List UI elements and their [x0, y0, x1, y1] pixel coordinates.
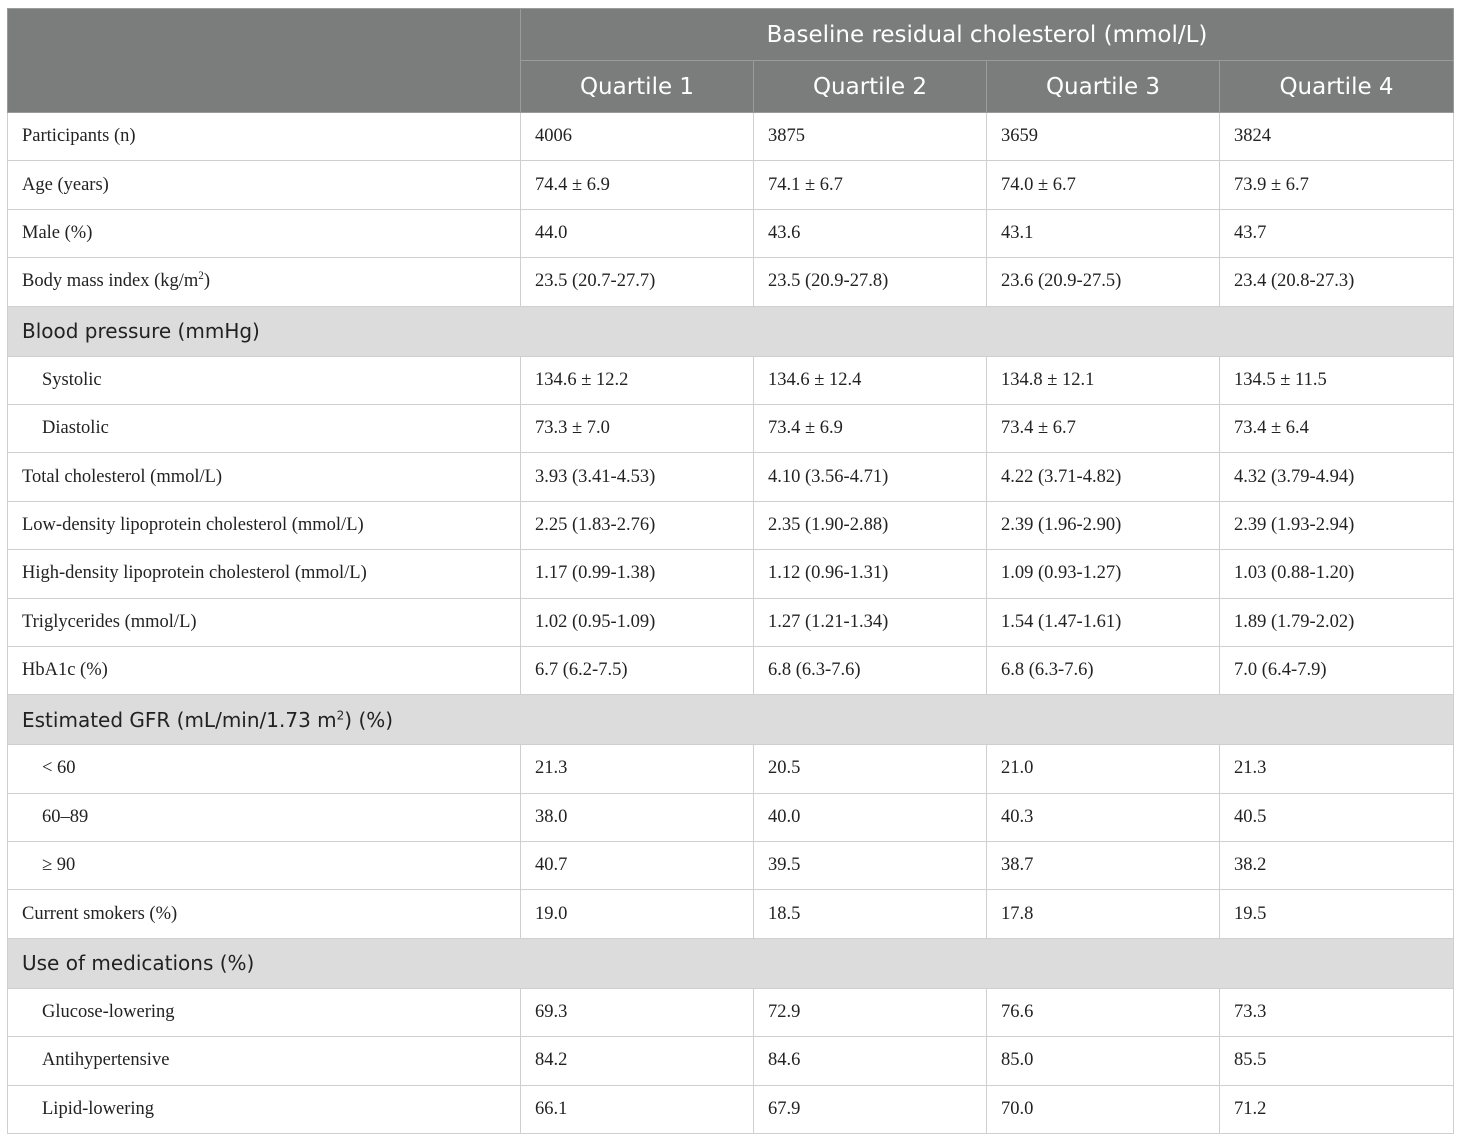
- cell-value: 40.7: [521, 842, 754, 890]
- table-row: [8, 793, 1454, 841]
- header-row-group: [8, 9, 1454, 61]
- gfr-label-main: Estimated GFR (mL/min/1.73 m: [22, 707, 337, 732]
- cell-value: 84.6: [754, 1037, 987, 1085]
- cell-value: 1.89 (1.79-2.02): [1220, 598, 1454, 646]
- cell-value: 40.0: [754, 793, 987, 841]
- header-quartile-1: Quartile 1: [521, 61, 754, 113]
- row-label-gfr-lt60: < 60: [8, 745, 521, 793]
- cell-value: 67.9: [754, 1085, 987, 1133]
- cell-value: 134.6 ± 12.4: [754, 356, 987, 404]
- cell-value: 23.4 (20.8-27.3): [1220, 258, 1454, 306]
- cell-value: 21.3: [1220, 745, 1454, 793]
- cell-value: 23.6 (20.9-27.5): [987, 258, 1220, 306]
- gfr-label-end: ) (%): [344, 707, 394, 732]
- row-label-glucose-lowering: Glucose-lowering: [8, 988, 521, 1036]
- table-row: [8, 988, 1454, 1036]
- cell-value: 73.3: [1220, 988, 1454, 1036]
- cell-value: 4.22 (3.71-4.82): [987, 453, 1220, 501]
- cell-value: 6.8 (6.3-7.6): [754, 646, 987, 694]
- cell-value: 23.5 (20.9-27.8): [754, 258, 987, 306]
- cell-value: 3824: [1220, 113, 1454, 161]
- cell-value: 1.27 (1.21-1.34): [754, 598, 987, 646]
- cell-value: 43.1: [987, 209, 1220, 257]
- cell-value: 84.2: [521, 1037, 754, 1085]
- cell-value: 38.0: [521, 793, 754, 841]
- row-label-gfr-ge90: ≥ 90: [8, 842, 521, 890]
- cell-value: 40.3: [987, 793, 1220, 841]
- cell-value: 71.2: [1220, 1085, 1454, 1133]
- row-label-lipid-lowering: Lipid-lowering: [8, 1085, 521, 1133]
- cell-value: 73.3 ± 7.0: [521, 404, 754, 452]
- baseline-characteristics-table-container: [7, 8, 1453, 1134]
- table-row: [8, 161, 1454, 209]
- cell-value: 17.8: [987, 890, 1220, 938]
- cell-value: 3.93 (3.41-4.53): [521, 453, 754, 501]
- cell-value: 134.6 ± 12.2: [521, 356, 754, 404]
- cell-value: 74.1 ± 6.7: [754, 161, 987, 209]
- header-quartile-2: Quartile 2: [754, 61, 987, 113]
- row-label-diastolic: Diastolic: [8, 404, 521, 452]
- bmi-label-end: ): [203, 271, 210, 292]
- cell-value: 43.6: [754, 209, 987, 257]
- table-row: [8, 890, 1454, 938]
- cell-value: 1.12 (0.96-1.31): [754, 550, 987, 598]
- header-empty-cell: [8, 9, 521, 113]
- row-label-male: Male (%): [8, 209, 521, 257]
- cell-value: 74.4 ± 6.9: [521, 161, 754, 209]
- cell-value: 3659: [987, 113, 1220, 161]
- cell-value: 2.39 (1.96-2.90): [987, 501, 1220, 549]
- row-label-ldl: Low-density lipoprotein cholesterol (mmol/L): [8, 501, 521, 549]
- cell-value: 21.3: [521, 745, 754, 793]
- cell-value: 19.5: [1220, 890, 1454, 938]
- row-label-triglycerides: Triglycerides (mmol/L): [8, 598, 521, 646]
- cell-value: 4.10 (3.56-4.71): [754, 453, 987, 501]
- cell-value: 1.02 (0.95-1.09): [521, 598, 754, 646]
- cell-value: 73.4 ± 6.4: [1220, 404, 1454, 452]
- table-row: [8, 501, 1454, 549]
- row-label-hba1c: HbA1c (%): [8, 646, 521, 694]
- table-row: [8, 646, 1454, 694]
- row-label-gfr-60-89: 60–89: [8, 793, 521, 841]
- cell-value: 76.6: [987, 988, 1220, 1036]
- table-row: [8, 598, 1454, 646]
- cell-value: 69.3: [521, 988, 754, 1036]
- cell-value: 21.0: [987, 745, 1220, 793]
- table-row: [8, 113, 1454, 161]
- cell-value: 85.0: [987, 1037, 1220, 1085]
- cell-value: 73.9 ± 6.7: [1220, 161, 1454, 209]
- table-header: [8, 9, 1454, 113]
- cell-value: 19.0: [521, 890, 754, 938]
- row-label-age: Age (years): [8, 161, 521, 209]
- gfr-label-sup: 2: [336, 708, 345, 723]
- cell-value: 72.9: [754, 988, 987, 1036]
- cell-value: 85.5: [1220, 1037, 1454, 1085]
- table-row: [8, 1037, 1454, 1085]
- table-row: [8, 258, 1454, 306]
- cell-value: 134.5 ± 11.5: [1220, 356, 1454, 404]
- table-row: [8, 404, 1454, 452]
- row-label-bmi: [8, 258, 521, 306]
- section-row-gfr: [8, 695, 1454, 745]
- cell-value: 44.0: [521, 209, 754, 257]
- table-row: [8, 842, 1454, 890]
- cell-value: 20.5: [754, 745, 987, 793]
- row-label-hdl: High-density lipoprotein cholesterol (mmol/L): [8, 550, 521, 598]
- table-row: [8, 1085, 1454, 1133]
- cell-value: 1.17 (0.99-1.38): [521, 550, 754, 598]
- cell-value: 1.09 (0.93-1.27): [987, 550, 1220, 598]
- cell-value: 3875: [754, 113, 987, 161]
- row-label-total-cholesterol: Total cholesterol (mmol/L): [8, 453, 521, 501]
- cell-value: 134.8 ± 12.1: [987, 356, 1220, 404]
- cell-value: 18.5: [754, 890, 987, 938]
- section-label-medications: Use of medications (%): [8, 938, 1454, 988]
- cell-value: 73.4 ± 6.9: [754, 404, 987, 452]
- cell-value: 2.39 (1.93-2.94): [1220, 501, 1454, 549]
- row-label-systolic: Systolic: [8, 356, 521, 404]
- row-label-antihypertensive: Antihypertensive: [8, 1037, 521, 1085]
- cell-value: 6.7 (6.2-7.5): [521, 646, 754, 694]
- cell-value: 66.1: [521, 1085, 754, 1133]
- cell-value: 70.0: [987, 1085, 1220, 1133]
- cell-value: 2.35 (1.90-2.88): [754, 501, 987, 549]
- table-body: [8, 113, 1454, 1134]
- section-label-gfr: [8, 695, 1454, 745]
- cell-value: 74.0 ± 6.7: [987, 161, 1220, 209]
- table-row: [8, 453, 1454, 501]
- cell-value: 4006: [521, 113, 754, 161]
- row-label-smokers: Current smokers (%): [8, 890, 521, 938]
- section-row-blood-pressure: [8, 306, 1454, 356]
- cell-value: 7.0 (6.4-7.9): [1220, 646, 1454, 694]
- cell-value: 40.5: [1220, 793, 1454, 841]
- cell-value: 23.5 (20.7-27.7): [521, 258, 754, 306]
- table-row: [8, 209, 1454, 257]
- cell-value: 1.03 (0.88-1.20): [1220, 550, 1454, 598]
- table-row: [8, 745, 1454, 793]
- cell-value: 38.7: [987, 842, 1220, 890]
- header-group-label: Baseline residual cholesterol (mmol/L): [521, 9, 1454, 61]
- bmi-label-main: Body mass index (kg/m: [22, 271, 199, 292]
- header-quartile-4: Quartile 4: [1220, 61, 1454, 113]
- row-label-participants: Participants (n): [8, 113, 521, 161]
- cell-value: 43.7: [1220, 209, 1454, 257]
- cell-value: 38.2: [1220, 842, 1454, 890]
- cell-value: 73.4 ± 6.7: [987, 404, 1220, 452]
- cell-value: 6.8 (6.3-7.6): [987, 646, 1220, 694]
- cell-value: 2.25 (1.83-2.76): [521, 501, 754, 549]
- cell-value: 4.32 (3.79-4.94): [1220, 453, 1454, 501]
- bmi-label-sup: 2: [198, 270, 204, 283]
- cell-value: 1.54 (1.47-1.61): [987, 598, 1220, 646]
- header-quartile-3: Quartile 3: [987, 61, 1220, 113]
- table-row: [8, 550, 1454, 598]
- baseline-characteristics-table: [7, 8, 1454, 1134]
- section-label-blood-pressure: Blood pressure (mmHg): [8, 306, 1454, 356]
- section-row-medications: [8, 938, 1454, 988]
- cell-value: 39.5: [754, 842, 987, 890]
- table-row: [8, 356, 1454, 404]
